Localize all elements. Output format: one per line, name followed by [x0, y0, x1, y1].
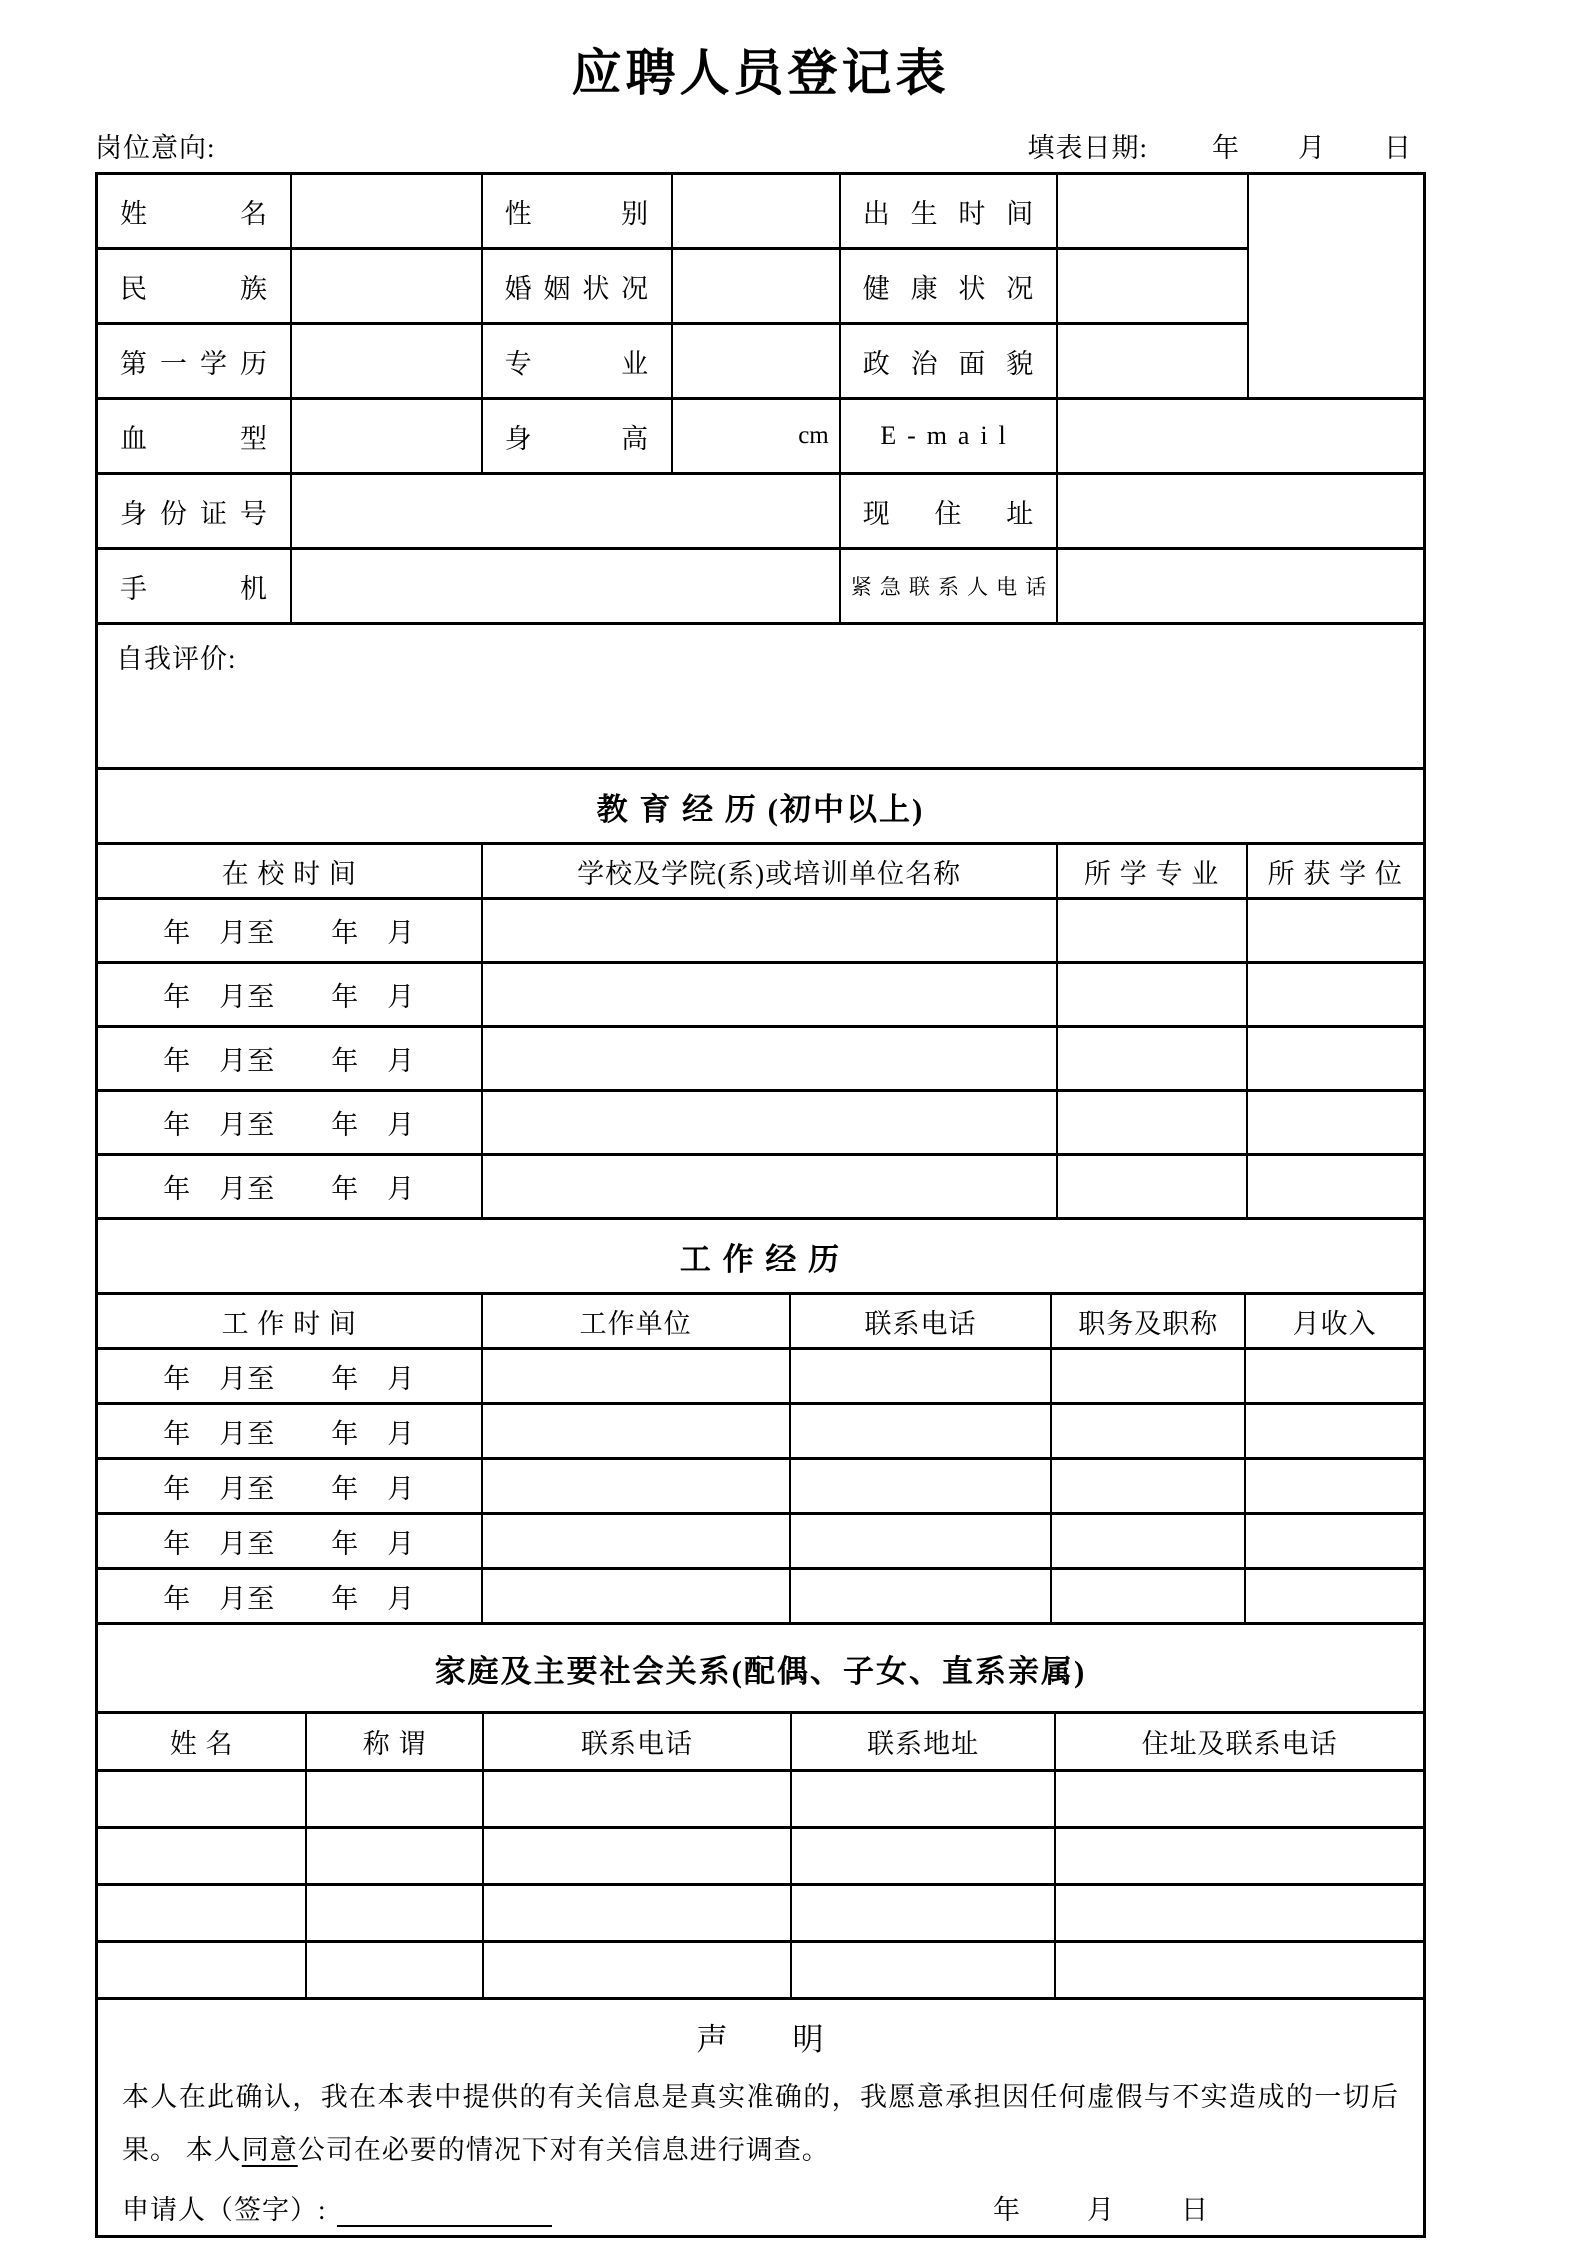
- work-row: [97, 1514, 1425, 1569]
- family-header-relation: 称 谓: [306, 1713, 483, 1771]
- emergency-contact-input-cell[interactable]: [1057, 549, 1424, 624]
- id-number-input-cell[interactable]: [291, 474, 840, 549]
- work-title-cell[interactable]: [1051, 1349, 1245, 1404]
- current-address-input-cell[interactable]: [1057, 474, 1424, 549]
- work-title-cell[interactable]: [1051, 1514, 1245, 1569]
- education-header-degree: 所 获 学 位: [1247, 844, 1425, 899]
- work-row: [97, 1349, 1425, 1404]
- education-degree-cell[interactable]: [1247, 1155, 1425, 1219]
- declaration-title: 声 明: [696, 2022, 825, 2057]
- education-major-cell[interactable]: [1057, 963, 1247, 1027]
- major-label: 专业: [482, 324, 673, 399]
- email-label: E-mail: [840, 399, 1058, 474]
- family-name-cell[interactable]: [97, 1942, 307, 1999]
- blood-type-label: 血型: [97, 399, 292, 474]
- education-major-cell[interactable]: [1057, 1155, 1247, 1219]
- family-relation-cell[interactable]: [306, 1885, 483, 1942]
- education-school-cell[interactable]: [482, 1091, 1057, 1155]
- family-header-phone: 联系电话: [483, 1713, 791, 1771]
- family-phone-cell[interactable]: [483, 1942, 791, 1999]
- registration-form: [95, 172, 1426, 2238]
- education-period-cell[interactable]: 年 月至 年 月: [97, 1091, 482, 1155]
- mobile-label: 手机: [97, 549, 292, 624]
- fill-date-month-label: 月: [1298, 133, 1326, 163]
- work-title-cell[interactable]: [1051, 1459, 1245, 1514]
- signature-row: [122, 2188, 1399, 2227]
- family-name-cell[interactable]: [97, 1885, 307, 1942]
- work-header-period: 工 作 时 间: [97, 1294, 482, 1349]
- education-degree-cell[interactable]: [1247, 899, 1425, 963]
- education-row: [97, 1155, 1425, 1219]
- signature-date-group: [993, 2188, 1209, 2227]
- work-header-title: 职务及职称: [1051, 1294, 1245, 1349]
- education-school-cell[interactable]: [482, 1155, 1057, 1219]
- gender-label: 性别: [482, 174, 673, 249]
- family-relation-cell[interactable]: [306, 1828, 483, 1885]
- education-period-cell[interactable]: 年 月至 年 月: [97, 899, 482, 963]
- ethnicity-label: 民族: [97, 249, 292, 324]
- first-degree-input-cell[interactable]: [291, 324, 482, 399]
- education-period-cell[interactable]: 年 月至 年 月: [97, 963, 482, 1027]
- family-header-address: 联系地址: [791, 1713, 1055, 1771]
- family-address-phone-cell[interactable]: [1055, 1942, 1424, 1999]
- family-address-cell[interactable]: [791, 1828, 1055, 1885]
- birth-date-label: 出生时间: [840, 174, 1058, 249]
- work-income-cell[interactable]: [1245, 1459, 1424, 1514]
- work-row: [97, 1569, 1425, 1624]
- work-row: [97, 1404, 1425, 1459]
- family-row: [97, 1942, 1425, 1999]
- education-school-cell[interactable]: [482, 1027, 1057, 1091]
- declaration-text-1: 本人在此确认，我在本表中提供的有关信息是真实准确的，我愿意承担因任何虚假与不实造成的一切后果。 本人: [122, 2082, 1399, 2165]
- education-row: [97, 899, 1425, 963]
- form-content: [95, 0, 1426, 2238]
- education-section-title: 教 育 经 历 (初中以上): [97, 769, 1425, 844]
- work-title-cell[interactable]: [1051, 1404, 1245, 1459]
- work-phone-cell[interactable]: [790, 1569, 1052, 1624]
- education-major-cell[interactable]: [1057, 1027, 1247, 1091]
- political-status-label: 政治面貌: [840, 324, 1058, 399]
- family-address-phone-cell[interactable]: [1055, 1828, 1424, 1885]
- work-header-income: 月收入: [1245, 1294, 1424, 1349]
- first-degree-label: 第一学历: [97, 324, 292, 399]
- education-header-period: 在 校 时 间: [97, 844, 482, 899]
- family-address-phone-cell[interactable]: [1055, 1885, 1424, 1942]
- work-phone-cell[interactable]: [790, 1514, 1052, 1569]
- family-row: [97, 1771, 1425, 1828]
- major-input-cell[interactable]: [672, 324, 840, 399]
- declaration-text-underlined: 同意: [241, 2134, 298, 2165]
- education-row: [97, 963, 1425, 1027]
- education-table: [95, 767, 1426, 1220]
- fill-date-day-label: 日: [1384, 133, 1412, 163]
- family-phone-cell[interactable]: [483, 1885, 791, 1942]
- work-period-cell[interactable]: 年 月至 年 月: [97, 1349, 482, 1404]
- family-phone-cell[interactable]: [483, 1828, 791, 1885]
- height-input-cell[interactable]: cm: [672, 399, 840, 474]
- education-degree-cell[interactable]: [1247, 1091, 1425, 1155]
- family-row: [97, 1828, 1425, 1885]
- self-evaluation-table: [95, 622, 1426, 770]
- ethnicity-input-cell[interactable]: [291, 249, 482, 324]
- email-input-cell[interactable]: [1057, 399, 1424, 474]
- work-phone-cell[interactable]: [790, 1459, 1052, 1514]
- work-row: [97, 1459, 1425, 1514]
- signature-label: 申请人（签字）:: [122, 2195, 327, 2226]
- emergency-contact-label: 紧急联系人电话: [840, 549, 1058, 624]
- education-school-cell[interactable]: [482, 899, 1057, 963]
- work-phone-cell[interactable]: [790, 1404, 1052, 1459]
- name-input-cell[interactable]: [291, 174, 482, 249]
- family-phone-cell[interactable]: [483, 1771, 791, 1828]
- education-header-school: 学校及学院(系)或培训单位名称: [482, 844, 1057, 899]
- education-header-major: 所 学 专 业: [1057, 844, 1247, 899]
- health-status-input-cell[interactable]: [1057, 249, 1248, 324]
- id-number-label: 身份证号: [97, 474, 292, 549]
- work-period-cell[interactable]: 年 月至 年 月: [97, 1459, 482, 1514]
- work-income-cell[interactable]: [1245, 1569, 1424, 1624]
- work-section-title: 工 作 经 历: [97, 1219, 1425, 1294]
- family-header-name: 姓 名: [97, 1713, 307, 1771]
- work-period-cell[interactable]: 年 月至 年 月: [97, 1514, 482, 1569]
- work-period-cell[interactable]: 年 月至 年 月: [97, 1404, 482, 1459]
- fill-date-label: 填表日期:: [1027, 133, 1148, 163]
- work-header-phone: 联系电话: [790, 1294, 1052, 1349]
- work-header-company: 工作单位: [482, 1294, 790, 1349]
- declaration-cell: [97, 1999, 1425, 2237]
- family-section-title: 家庭及主要社会关系(配偶、子女、直系亲属): [97, 1624, 1425, 1713]
- family-address-cell[interactable]: [791, 1771, 1055, 1828]
- name-label: 姓名: [97, 174, 292, 249]
- self-evaluation-label: 自我评价:: [116, 644, 237, 674]
- work-company-cell[interactable]: [482, 1404, 790, 1459]
- signature-input-line[interactable]: [337, 2196, 552, 2228]
- page-title: 应聘人员登记表: [571, 45, 950, 101]
- fill-date-group: [1027, 126, 1426, 165]
- signature-month-label: 月: [1087, 2195, 1115, 2226]
- work-period-cell[interactable]: 年 月至 年 月: [97, 1569, 482, 1624]
- declaration-text-2: 公司在必要的情况下对有关信息进行调查。: [297, 2134, 830, 2165]
- position-intent-label: 岗位意向:: [95, 133, 216, 163]
- work-title-cell[interactable]: [1051, 1569, 1245, 1624]
- family-relation-cell[interactable]: [306, 1771, 483, 1828]
- education-period-cell[interactable]: 年 月至 年 月: [97, 1155, 482, 1219]
- work-income-cell[interactable]: [1245, 1349, 1424, 1404]
- declaration-body: [122, 2071, 1399, 2176]
- work-company-cell[interactable]: [482, 1349, 790, 1404]
- education-school-cell[interactable]: [482, 963, 1057, 1027]
- health-status-label: 健康状况: [840, 249, 1058, 324]
- work-table: [95, 1217, 1426, 1625]
- education-major-cell[interactable]: [1057, 899, 1247, 963]
- photo-cell[interactable]: [1248, 174, 1425, 399]
- family-header-address-phone: 住址及联系电话: [1055, 1713, 1424, 1771]
- family-address-phone-cell[interactable]: [1055, 1771, 1424, 1828]
- self-evaluation-cell[interactable]: [97, 624, 1425, 769]
- education-row: [97, 1027, 1425, 1091]
- education-period-cell[interactable]: 年 月至 年 月: [97, 1027, 482, 1091]
- education-major-cell[interactable]: [1057, 1091, 1247, 1155]
- family-table: [95, 1622, 1426, 2000]
- current-address-label: 现住址: [840, 474, 1058, 549]
- family-address-cell[interactable]: [791, 1942, 1055, 1999]
- signature-day-label: 日: [1181, 2195, 1209, 2226]
- gender-input-cell[interactable]: [672, 174, 840, 249]
- work-phone-cell[interactable]: [790, 1349, 1052, 1404]
- family-relation-cell[interactable]: [306, 1942, 483, 1999]
- education-degree-cell[interactable]: [1247, 1027, 1425, 1091]
- family-name-cell[interactable]: [97, 1771, 307, 1828]
- work-company-cell[interactable]: [482, 1459, 790, 1514]
- work-company-cell[interactable]: [482, 1514, 790, 1569]
- signature-year-label: 年: [993, 2195, 1021, 2226]
- blood-type-input-cell[interactable]: [291, 399, 482, 474]
- height-label: 身高: [482, 399, 673, 474]
- family-name-cell[interactable]: [97, 1828, 307, 1885]
- education-row: [97, 1091, 1425, 1155]
- family-address-cell[interactable]: [791, 1885, 1055, 1942]
- marital-status-input-cell[interactable]: [672, 249, 840, 324]
- work-income-cell[interactable]: [1245, 1514, 1424, 1569]
- mobile-input-cell[interactable]: [291, 549, 840, 624]
- birth-date-input-cell[interactable]: [1057, 174, 1248, 249]
- education-degree-cell[interactable]: [1247, 963, 1425, 1027]
- marital-status-label: 婚姻状况: [482, 249, 673, 324]
- political-status-input-cell[interactable]: [1057, 324, 1248, 399]
- work-income-cell[interactable]: [1245, 1404, 1424, 1459]
- meta-row: [95, 126, 1426, 165]
- family-row: [97, 1885, 1425, 1942]
- declaration-table: [95, 1997, 1426, 2238]
- fill-date-year-label: 年: [1212, 133, 1240, 163]
- work-company-cell[interactable]: [482, 1569, 790, 1624]
- basic-info-table: [95, 172, 1426, 625]
